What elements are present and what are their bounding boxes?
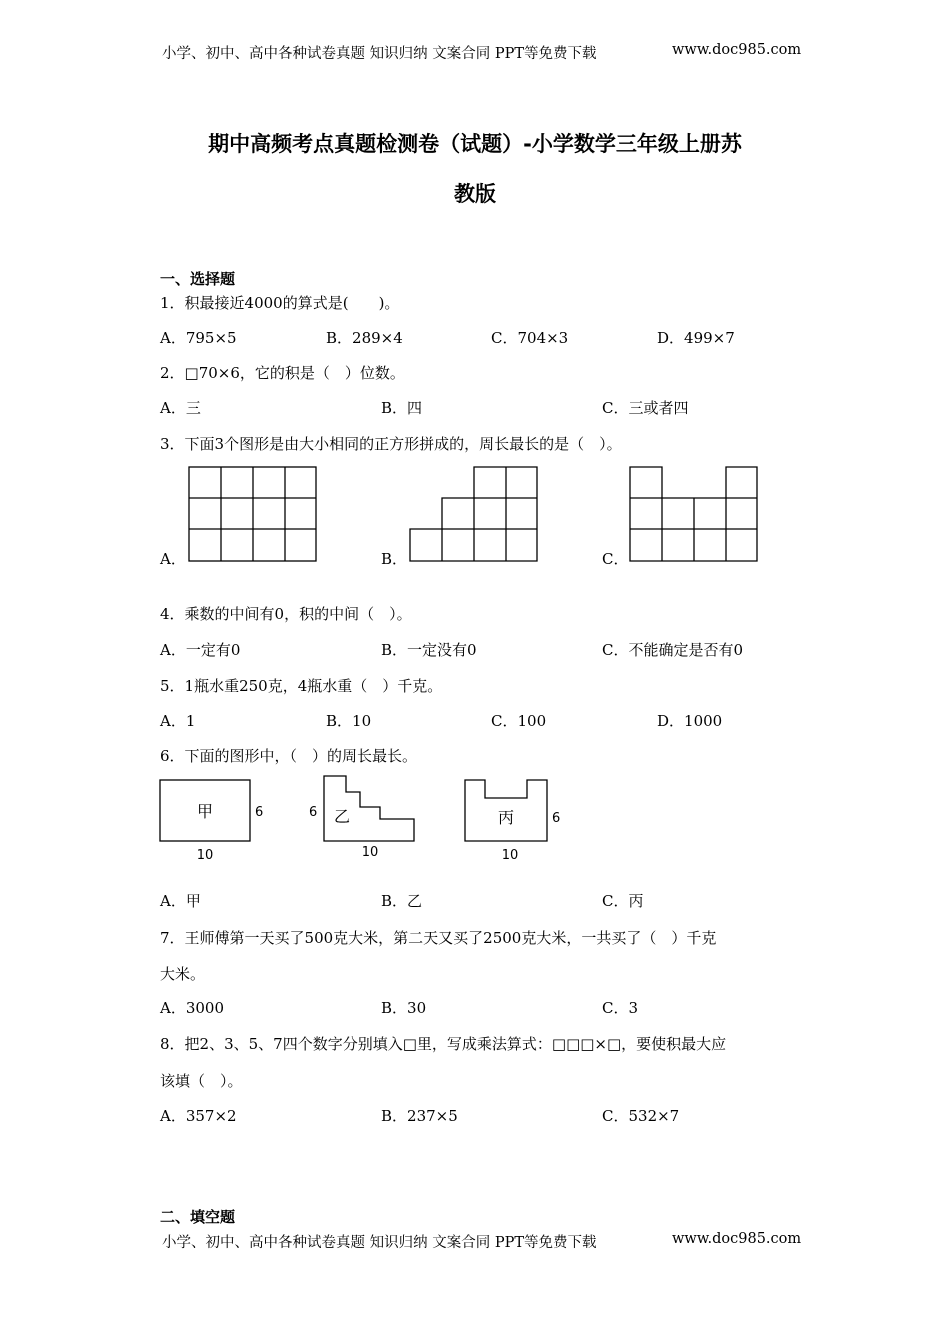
q6-figure-yi xyxy=(300,770,430,870)
question-7-line1: 7．王师傅第一天买了500克大米，第二天又买了2500克大米，一共买了（ ）千克 xyxy=(160,929,717,947)
question-8-line2: 该填（ ）。 xyxy=(160,1072,243,1090)
header-text: 小学、初中、高中各种试卷真题 知识归纳 文案合同 PPT等免费下载 xyxy=(162,46,597,62)
q5-option-c: C．100 xyxy=(491,712,547,730)
q6-figure-jia xyxy=(150,770,280,870)
q1-option-a: A．795×5 xyxy=(160,329,237,347)
q2-option-b: B．四 xyxy=(381,399,423,417)
q6-figure-bing xyxy=(455,770,585,870)
q5-option-d: D．1000 xyxy=(657,712,723,730)
q7-option-b: B．30 xyxy=(381,999,427,1017)
q8-option-b: B．237×5 xyxy=(381,1107,458,1125)
q3-figure-c xyxy=(626,463,761,565)
q6-option-a: A．甲 xyxy=(160,892,201,910)
q6-bing-width: 10 xyxy=(501,848,519,863)
page-title-line2: 教版 xyxy=(454,182,496,206)
section-heading-fill: 二、填空题 xyxy=(160,1208,236,1226)
q8-option-a: A．357×2 xyxy=(160,1107,237,1125)
header-url: www.doc985.com xyxy=(672,42,802,58)
page-footer xyxy=(162,1231,802,1252)
q2-option-c: C．三或者四 xyxy=(602,399,689,417)
q4-option-a: A．一定有0 xyxy=(160,641,241,659)
q6-option-c: C．丙 xyxy=(602,892,644,910)
q3-figure-a xyxy=(185,463,320,565)
question-8-line1: 8．把2、3、5、7四个数字分别填入□里，写成乘法算式：□□□×□，要使积最大应 xyxy=(160,1035,727,1053)
footer-text: 小学、初中、高中各种试卷真题 知识归纳 文案合同 PPT等免费下载 xyxy=(162,1235,597,1251)
footer-url: www.doc985.com xyxy=(672,1231,802,1247)
question-6: 6．下面的图形中，（ ）的周长最长。 xyxy=(160,747,418,765)
q6-jia-width: 10 xyxy=(196,848,214,863)
q2-option-a: A．三 xyxy=(160,399,201,417)
q3-figure-b xyxy=(406,463,541,565)
q6-yi-height: 6 xyxy=(309,805,318,820)
question-4: 4．乘数的中间有0，积的中间（ ）。 xyxy=(160,605,412,623)
page-header xyxy=(162,42,802,63)
q6-yi-width: 10 xyxy=(361,845,379,860)
q6-bing-label: 丙 xyxy=(497,808,515,827)
question-3: 3．下面3个图形是由大小相同的正方形拼成的，周长最长的是（ ）。 xyxy=(160,435,622,453)
q1-option-c: C．704×3 xyxy=(491,329,569,347)
q5-option-b: B．10 xyxy=(326,712,372,730)
question-5: 5．1瓶水重250克，4瓶水重（ ）千克。 xyxy=(160,677,443,695)
q6-bing-height: 6 xyxy=(552,811,561,826)
q5-option-a: A．1 xyxy=(160,712,196,730)
page-title-line1: 期中高频考点真题检测卷（试题）-小学数学三年级上册苏 xyxy=(208,132,742,156)
q7-option-a: A．3000 xyxy=(160,999,225,1017)
q1-option-d: D．499×7 xyxy=(657,329,735,347)
q8-option-c: C．532×7 xyxy=(602,1107,680,1125)
q7-option-c: C．3 xyxy=(602,999,639,1017)
q6-yi-label: 乙 xyxy=(333,807,351,826)
q3-option-b: B． xyxy=(381,550,408,568)
q4-option-b: B．一定没有0 xyxy=(381,641,477,659)
question-1: 1．积最接近4000的算式是( )。 xyxy=(160,294,400,312)
section-heading-choice: 一、选择题 xyxy=(160,270,236,288)
q4-option-c: C．不能确定是否有0 xyxy=(602,641,744,659)
q3-option-a: A． xyxy=(160,550,186,568)
question-7-line2: 大米。 xyxy=(160,965,206,983)
q6-jia-label: 甲 xyxy=(196,802,214,821)
question-2: 2．□70×6，它的积是（ ）位数。 xyxy=(160,364,405,382)
q6-jia-height: 6 xyxy=(255,805,264,820)
q6-option-b: B．乙 xyxy=(381,892,423,910)
q1-option-b: B．289×4 xyxy=(326,329,403,347)
q3-option-c: C． xyxy=(602,550,629,568)
